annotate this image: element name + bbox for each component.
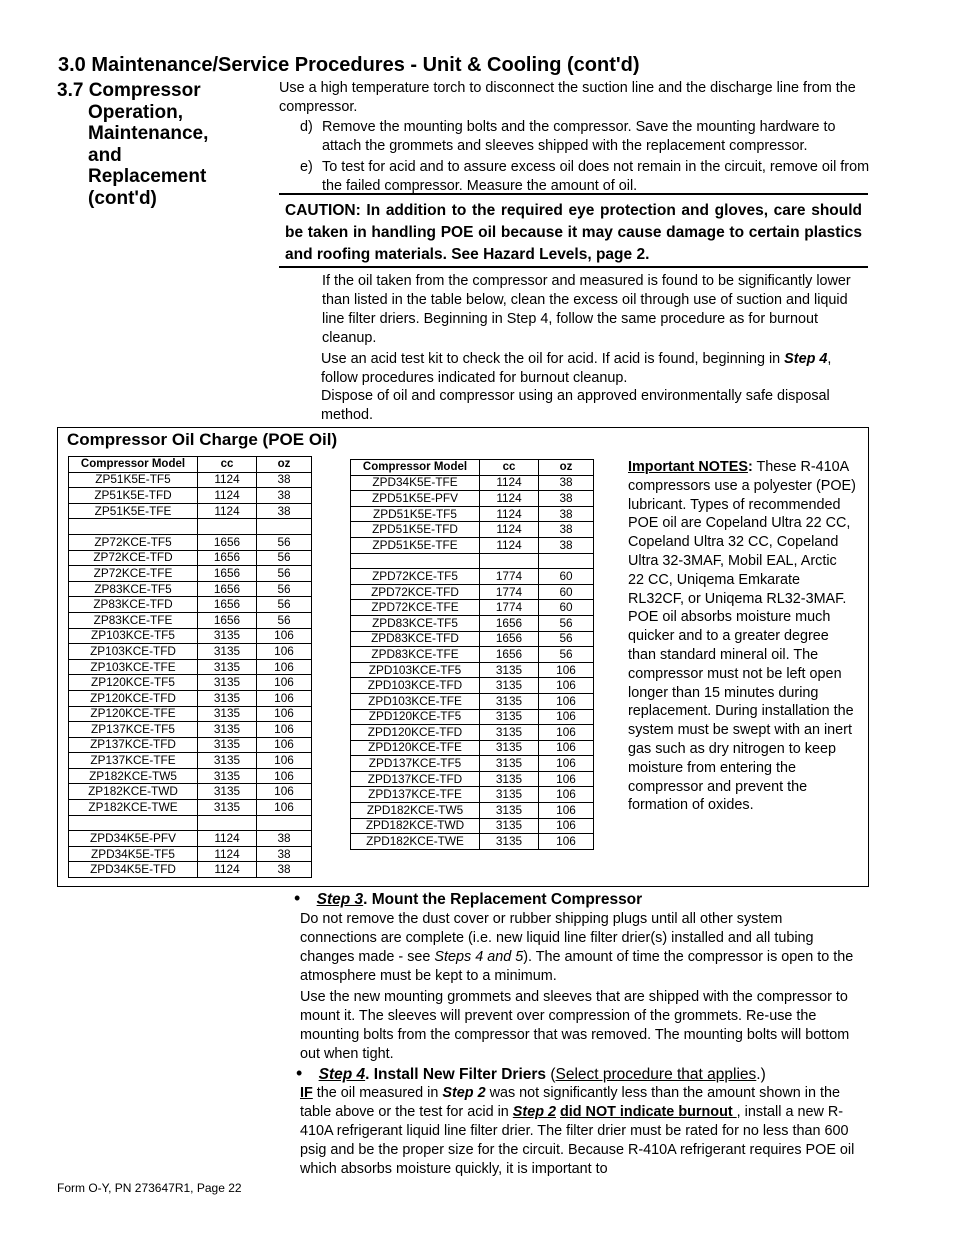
- table-row: [69, 753, 312, 769]
- step-title: . Install New Filter Driers: [365, 1066, 547, 1083]
- oz-cell: 106: [257, 722, 312, 738]
- cc-cell: 3135: [480, 834, 539, 850]
- model-cell: ZP83KCE-TFE: [69, 612, 198, 628]
- model-cell: ZPD120KCE-TFD: [351, 725, 480, 741]
- oz-cell: 106: [257, 628, 312, 644]
- model-cell: ZPD182KCE-TW5: [351, 803, 480, 819]
- table-row: [351, 771, 594, 787]
- table-row: [69, 722, 312, 738]
- model-cell: ZPD103KCE-TF5: [351, 662, 480, 678]
- column-header: cc: [480, 460, 539, 476]
- caution-box: CAUTION: In addition to the required eye protection and gloves, care should be taken in handling POE oil because it may cause damage to certain plastics and roofing materials. See Hazard Levels, page 2.: [279, 193, 868, 268]
- cc-cell: 1124: [198, 862, 257, 878]
- model-cell: ZPD34K5E-TF5: [69, 846, 198, 862]
- important-notes: [628, 458, 856, 815]
- oz-cell: 38: [257, 862, 312, 878]
- cc-cell: 3135: [480, 771, 539, 787]
- step3-paragraph-2: Use the new mounting grommets and sleeves that are shipped with the compressor to mount it. The sleeves will prevent over compression of the grommets. Re-use the mounting bolts from the compressor that was removed. The mounting bolts will bottom out when tight.: [300, 989, 850, 1062]
- table-row: [351, 678, 594, 694]
- model-cell: ZP72KCE-TFE: [69, 566, 198, 582]
- model-cell: ZP137KCE-TFE: [69, 753, 198, 769]
- table-row: [351, 756, 594, 772]
- oz-cell: 106: [539, 709, 594, 725]
- page-footer: Form O-Y, PN 273647R1, Page 22: [57, 1181, 242, 1195]
- cc-cell: 1124: [198, 846, 257, 862]
- oz-cell: 106: [539, 693, 594, 709]
- cc-cell: 3135: [480, 662, 539, 678]
- column-header: Compressor Model: [69, 457, 198, 473]
- cc-cell: 3135: [198, 675, 257, 691]
- cc-cell: 1124: [198, 503, 257, 519]
- table-row: [69, 768, 312, 784]
- section-title-line: (cont'd): [88, 187, 157, 209]
- cc-cell: [480, 553, 539, 569]
- model-cell: ZP72KCE-TF5: [69, 534, 198, 550]
- oz-cell: 56: [257, 550, 312, 566]
- cc-cell: 1124: [480, 522, 539, 538]
- oil-level-paragraph: If the oil taken from the compressor and measured is found to be significantly lower than listed in the table below, clean the excess oil through use of suction and liquid line filter driers. Beginning in Step 4, follow the same procedure as for burnout cleanup.: [322, 273, 851, 346]
- model-cell: ZPD83KCE-TFD: [351, 631, 480, 647]
- model-cell: ZPD72KCE-TFD: [351, 584, 480, 600]
- oz-cell: 106: [257, 753, 312, 769]
- oz-cell: 106: [539, 678, 594, 694]
- oz-cell: 56: [257, 581, 312, 597]
- oz-cell: 38: [539, 522, 594, 538]
- step-label: Step 4: [318, 1066, 366, 1083]
- cc-cell: 3135: [480, 740, 539, 756]
- step-reference: Steps 4 and 5: [434, 949, 524, 965]
- oz-cell: 106: [257, 675, 312, 691]
- oil-charge-title: Compressor Oil Charge (POE Oil): [67, 430, 338, 449]
- model-cell: [351, 553, 480, 569]
- oz-cell: 106: [539, 725, 594, 741]
- table-row: [351, 522, 594, 538]
- cc-cell: 3135: [480, 709, 539, 725]
- acid-test-paragraph: [321, 350, 866, 388]
- step-reference: Step 4: [784, 351, 828, 367]
- table-row: [69, 784, 312, 800]
- table-row: [351, 803, 594, 819]
- section-title-line: 3.7 Compressor: [57, 80, 201, 101]
- oz-cell: 106: [539, 740, 594, 756]
- model-cell: ZPD137KCE-TFD: [351, 771, 480, 787]
- oz-cell: 56: [257, 612, 312, 628]
- step3-heading: [294, 888, 642, 909]
- intro-paragraph: Use a high temperature torch to disconnect the suction line and the discharge line from the compressor.: [279, 80, 856, 115]
- model-cell: ZPD34K5E-TFD: [69, 862, 198, 878]
- oz-cell: 106: [257, 706, 312, 722]
- table-row: [351, 584, 594, 600]
- model-cell: ZPD182KCE-TWD: [351, 818, 480, 834]
- model-cell: ZPD51K5E-TFD: [351, 522, 480, 538]
- bullet-icon: •: [294, 888, 301, 908]
- model-cell: ZPD51K5E-TF5: [351, 506, 480, 522]
- table-row: [351, 740, 594, 756]
- step-reference: Step 2: [512, 1104, 556, 1120]
- model-cell: ZP182KCE-TWD: [69, 784, 198, 800]
- table-row: [69, 831, 312, 847]
- oz-cell: 56: [539, 647, 594, 663]
- oz-cell: 106: [257, 690, 312, 706]
- model-cell: ZPD72KCE-TF5: [351, 569, 480, 585]
- step3-text: ). The amount of time the compressor is open to the atmosphere must be kept to a minimum.: [300, 949, 854, 984]
- model-cell: ZP182KCE-TW5: [69, 768, 198, 784]
- oz-cell: 38: [257, 472, 312, 488]
- oz-cell: 56: [257, 566, 312, 582]
- oz-cell: 56: [257, 534, 312, 550]
- step4-heading: [296, 1063, 766, 1084]
- cc-cell: 3135: [480, 678, 539, 694]
- table-row: [69, 472, 312, 488]
- table-row: [69, 581, 312, 597]
- oz-cell: 38: [257, 846, 312, 862]
- table-row: [69, 659, 312, 675]
- list-item-text: Remove the mounting bolts and the compressor. Save the mounting hardware to attach the grommets and sleeves shipped with the replacement compressor.: [322, 119, 836, 154]
- oz-cell: 60: [539, 569, 594, 585]
- model-cell: ZPD83KCE-TF5: [351, 615, 480, 631]
- table-row: [351, 662, 594, 678]
- oz-cell: 106: [257, 737, 312, 753]
- cc-cell: 1656: [480, 631, 539, 647]
- section-title-line: Replacement: [88, 166, 207, 187]
- oz-cell: 38: [257, 488, 312, 504]
- disposal-paragraph: Dispose of oil and compressor using an approved environmentally safe disposal method.: [321, 388, 830, 423]
- model-cell: ZPD34K5E-PFV: [69, 831, 198, 847]
- notes-label: Important NOTES: [628, 459, 748, 475]
- table-row: [351, 475, 594, 491]
- oz-cell: 106: [539, 803, 594, 819]
- oz-cell: 106: [257, 768, 312, 784]
- list-item-text: To test for acid and to assure excess oil does not remain in the circuit, remove oil from the failed compressor. Measure the amount of oil.: [322, 159, 870, 194]
- table-row: [69, 534, 312, 550]
- table-row: [351, 506, 594, 522]
- step4-text: , install a new R-410A refrigerant liquid line filter drier. The filter drier must be rated for no less than 600 psig and be the proper size for the circuit. Because R-410A refrigerant requires POE oil which absorbs moisture quickly, it is important to: [300, 1104, 855, 1177]
- cc-cell: 1656: [198, 550, 257, 566]
- oz-cell: 106: [539, 771, 594, 787]
- oz-cell: 106: [539, 787, 594, 803]
- column-header: oz: [539, 460, 594, 476]
- table-row: [69, 644, 312, 660]
- notes-text: These R-410A compressors use a polyester (POE) lubricant. Types of recommended POE oil are Copeland Ultra 22 CC, Copeland Ultra 32 CC, Copeland Ultra 32-3MAF, Mobil EAL, Arctic 22 CC, Uniqema Emkarate RL32CF, or Uniqema RL32-3MAF.: [628, 459, 856, 607]
- model-cell: ZPD103KCE-TFD: [351, 678, 480, 694]
- list-item: [300, 118, 870, 156]
- model-cell: ZP120KCE-TFD: [69, 690, 198, 706]
- table-row: [351, 647, 594, 663]
- table-row: [351, 553, 594, 569]
- model-cell: ZP72KCE-TFD: [69, 550, 198, 566]
- model-cell: ZPD137KCE-TF5: [351, 756, 480, 772]
- list-item-label: d): [300, 119, 313, 135]
- oz-cell: 106: [257, 800, 312, 816]
- cc-cell: 3135: [198, 768, 257, 784]
- oil-charge-table-right: [350, 459, 594, 850]
- cc-cell: [198, 519, 257, 535]
- model-cell: ZP103KCE-TFE: [69, 659, 198, 675]
- model-cell: ZPD51K5E-PFV: [351, 491, 480, 507]
- model-cell: ZPD83KCE-TFE: [351, 647, 480, 663]
- model-cell: ZPD120KCE-TFE: [351, 740, 480, 756]
- model-cell: ZP137KCE-TF5: [69, 722, 198, 738]
- cc-cell: 3135: [198, 722, 257, 738]
- cc-cell: 3135: [198, 690, 257, 706]
- cc-cell: 3135: [198, 784, 257, 800]
- notes-paragraph: POE oil absorbs moisture much quicker and to a greater degree than standard mineral oil. The compressor must not be left open longer than 15 minutes during replacement. During installation the system must be swept with an inert gas such as dry nitrogen to keep moisture from entering the compressor and prevent the formation of oxides.: [628, 609, 854, 814]
- table-row: [69, 846, 312, 862]
- acid-text: Use an acid test kit to check the oil for acid. If acid is found, beginning in: [321, 351, 785, 367]
- oz-cell: 38: [539, 506, 594, 522]
- model-cell: ZPD51K5E-TFE: [351, 537, 480, 553]
- table-row: [351, 693, 594, 709]
- model-cell: ZP83KCE-TF5: [69, 581, 198, 597]
- if-label: IF: [300, 1085, 313, 1101]
- table-row: [351, 631, 594, 647]
- step-label: Step 3: [316, 891, 364, 908]
- table-row: [69, 503, 312, 519]
- cc-cell: 1124: [480, 537, 539, 553]
- oz-cell: 38: [539, 491, 594, 507]
- cc-cell: 3135: [480, 787, 539, 803]
- table-row: [69, 550, 312, 566]
- cc-cell: 1124: [198, 488, 257, 504]
- model-cell: ZP137KCE-TFD: [69, 737, 198, 753]
- cc-cell: 1656: [198, 534, 257, 550]
- burnout-text: did NOT indicate burnout: [559, 1104, 737, 1120]
- table-row: [69, 815, 312, 831]
- cc-cell: 1656: [198, 566, 257, 582]
- column-header: Compressor Model: [351, 460, 480, 476]
- cc-cell: 3135: [198, 644, 257, 660]
- select-procedure: Select procedure that applies: [555, 1066, 757, 1083]
- cc-cell: 3135: [198, 706, 257, 722]
- oz-cell: 38: [257, 503, 312, 519]
- section-title-line: Maintenance,: [88, 123, 209, 144]
- table-row: [69, 519, 312, 535]
- list-item-label: e): [300, 159, 313, 175]
- oz-cell: 106: [257, 784, 312, 800]
- cc-cell: 1774: [480, 569, 539, 585]
- oz-cell: [257, 815, 312, 831]
- table-row: [351, 537, 594, 553]
- table-row: [69, 690, 312, 706]
- model-cell: ZP103KCE-TFD: [69, 644, 198, 660]
- step4-paragraph: [300, 1084, 860, 1179]
- table-row: [351, 569, 594, 585]
- cc-cell: 1124: [480, 475, 539, 491]
- oz-cell: 38: [539, 537, 594, 553]
- notes-paragraph: [628, 458, 856, 608]
- section-title-line: and: [88, 144, 122, 166]
- oz-cell: 38: [539, 475, 594, 491]
- table-row: [69, 706, 312, 722]
- model-cell: ZPD182KCE-TWE: [351, 834, 480, 850]
- model-cell: ZP103KCE-TF5: [69, 628, 198, 644]
- table-row: [351, 787, 594, 803]
- table-row: [69, 862, 312, 878]
- model-cell: ZP120KCE-TFE: [69, 706, 198, 722]
- cc-cell: 3135: [198, 753, 257, 769]
- cc-cell: 3135: [480, 693, 539, 709]
- oz-cell: 106: [257, 644, 312, 660]
- bullet-icon: •: [296, 1063, 303, 1083]
- table-row: [351, 725, 594, 741]
- oz-cell: 56: [539, 615, 594, 631]
- oz-cell: [257, 519, 312, 535]
- oz-cell: 56: [539, 631, 594, 647]
- cc-cell: 3135: [480, 818, 539, 834]
- cc-cell: 1774: [480, 584, 539, 600]
- section-title: [57, 80, 208, 209]
- cc-cell: 1656: [480, 615, 539, 631]
- model-cell: ZP83KCE-TFD: [69, 597, 198, 613]
- model-cell: ZPD103KCE-TFE: [351, 693, 480, 709]
- model-cell: ZP120KCE-TF5: [69, 675, 198, 691]
- column-header: cc: [198, 457, 257, 473]
- cc-cell: 1124: [480, 491, 539, 507]
- table-row: [351, 600, 594, 616]
- oz-cell: [539, 553, 594, 569]
- step4-text: was not significantly less than the amount shown in the table above or the test for acid in: [300, 1085, 840, 1120]
- table-row: [351, 615, 594, 631]
- table-row: [351, 491, 594, 507]
- table-row: [69, 628, 312, 644]
- cc-cell: 1124: [198, 831, 257, 847]
- cc-cell: 1656: [198, 612, 257, 628]
- oz-cell: 106: [539, 756, 594, 772]
- table-row: [69, 800, 312, 816]
- model-cell: ZP51K5E-TFD: [69, 488, 198, 504]
- column-header: oz: [257, 457, 312, 473]
- table-row: [351, 818, 594, 834]
- model-cell: ZPD137KCE-TFE: [351, 787, 480, 803]
- model-cell: [69, 815, 198, 831]
- oz-cell: 38: [257, 831, 312, 847]
- table-row: [69, 488, 312, 504]
- acid-text: , follow procedures indicated for burnout cleanup.: [321, 351, 832, 386]
- model-cell: ZP51K5E-TF5: [69, 472, 198, 488]
- table-row: [69, 675, 312, 691]
- model-cell: ZPD120KCE-TF5: [351, 709, 480, 725]
- model-cell: ZP51K5E-TFE: [69, 503, 198, 519]
- cc-cell: 3135: [480, 725, 539, 741]
- cc-cell: 1656: [198, 581, 257, 597]
- step-paren: (: [546, 1066, 556, 1083]
- oz-cell: 106: [539, 834, 594, 850]
- table-row: [69, 597, 312, 613]
- oz-cell: 106: [539, 662, 594, 678]
- notes-colon: :: [747, 459, 753, 475]
- cc-cell: 3135: [198, 659, 257, 675]
- cc-cell: 1656: [480, 647, 539, 663]
- model-cell: [69, 519, 198, 535]
- cc-cell: 3135: [198, 800, 257, 816]
- table-row: [69, 566, 312, 582]
- model-cell: ZPD72KCE-TFE: [351, 600, 480, 616]
- cc-cell: 1656: [198, 597, 257, 613]
- oz-cell: 106: [539, 818, 594, 834]
- cc-cell: 3135: [198, 737, 257, 753]
- list-item: [300, 158, 870, 196]
- step-title: . Mount the Replacement Compressor: [363, 891, 643, 908]
- step-paren: .): [756, 1066, 766, 1083]
- step3-text: Do not remove the dust cover or rubber shipping plugs until all other system connections are complete (i.e. new liquid line filter drier(s) installed and all tubing changes made - see: [300, 911, 814, 965]
- cc-cell: 3135: [480, 803, 539, 819]
- model-cell: ZPD34K5E-TFE: [351, 475, 480, 491]
- cc-cell: [198, 815, 257, 831]
- page-title: 3.0 Maintenance/Service Procedures - Unit & Cooling (cont'd): [58, 54, 640, 76]
- oz-cell: 56: [257, 597, 312, 613]
- oz-cell: 60: [539, 600, 594, 616]
- step4-text: the oil measured in: [312, 1085, 443, 1101]
- cc-cell: 3135: [198, 628, 257, 644]
- model-cell: ZP182KCE-TWE: [69, 800, 198, 816]
- table-row: [69, 612, 312, 628]
- oz-cell: 60: [539, 584, 594, 600]
- cc-cell: 3135: [480, 756, 539, 772]
- table-row: [351, 709, 594, 725]
- table-row: [69, 737, 312, 753]
- step-reference: Step 2: [442, 1085, 486, 1101]
- cc-cell: 1774: [480, 600, 539, 616]
- section-title-line: Operation,: [88, 101, 184, 123]
- cc-cell: 1124: [480, 506, 539, 522]
- oz-cell: 106: [257, 659, 312, 675]
- table-row: [351, 834, 594, 850]
- cc-cell: 1124: [198, 472, 257, 488]
- oil-charge-table-left: [68, 456, 312, 878]
- step3-paragraph: [300, 910, 860, 986]
